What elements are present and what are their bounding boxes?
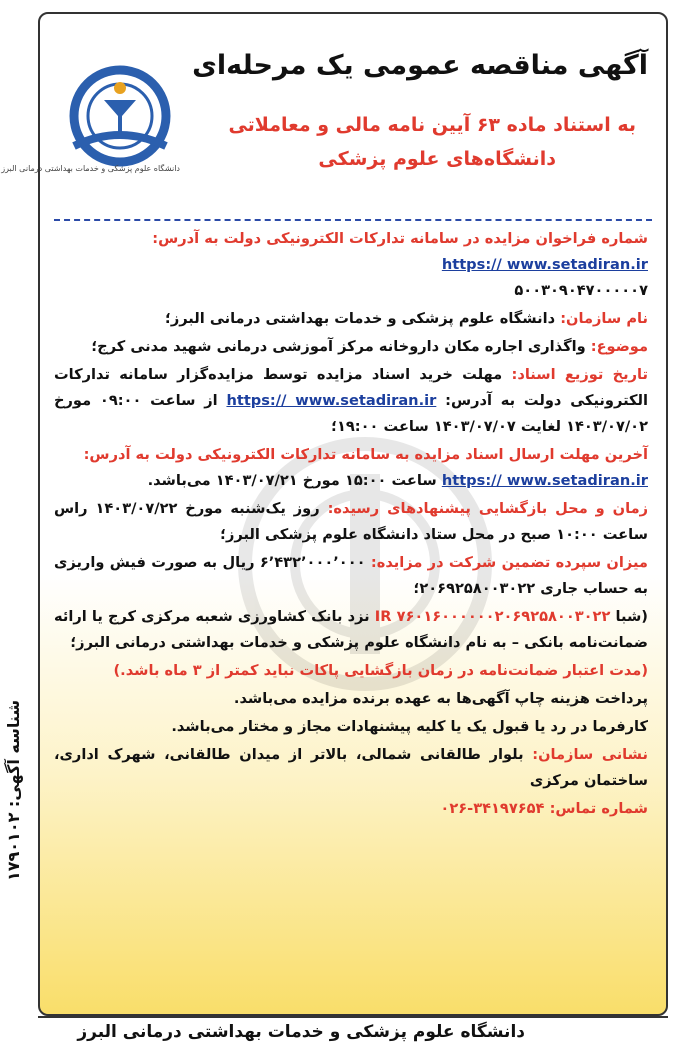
deadline-row bbox=[54, 442, 648, 494]
notice-body bbox=[54, 226, 648, 824]
footer-org: دانشگاه علوم پزشکی و خدمات بهداشتی درمانی البرز bbox=[77, 1022, 525, 1042]
sheba-row bbox=[54, 604, 648, 656]
organization-row bbox=[54, 306, 648, 332]
subject-row bbox=[54, 334, 648, 360]
cost-note: پرداخت هزینه چاپ آگهی‌ها به عهده برنده مزایده می‌باشد. bbox=[233, 690, 648, 707]
opening-text: روز یک‌شنبه مورخ ۱۴۰۳/۰۷/۲۲ راس ساعت ۱۰:۰۰ صبح در محل ستاد دانشگاه علوم پزشکی البرز؛ bbox=[54, 500, 648, 543]
organization-value: دانشگاه علوم پزشکی و خدمات بهداشتی درمانی البرز؛ bbox=[164, 310, 556, 327]
phone-value: ۰۲۶-۳۴۱۹۷۶۵۴ bbox=[440, 800, 545, 817]
opening-row bbox=[54, 496, 648, 548]
sheba-text: نزد بانک کشاورزی شعبه مرکزی کرج یا ارائه ضمانت‌نامه بانکی – به نام دانشگاه علوم پزشکی و خدمات بهداشتی درمانی البرز؛ bbox=[54, 608, 648, 651]
sheba-number: IR ۷۶۰۱۶۰۰۰۰۰۰۲۰۶۹۲۵۸۰۰۳۰۲۲ bbox=[374, 608, 611, 625]
notice-subtitle-line1: به استناد ماده ۶۳ آیین نامه مالی و معاملاتی bbox=[228, 114, 636, 136]
setad-link[interactable]: https:// www.setadiran.ir bbox=[441, 256, 648, 273]
notice-title: آگهی مناقصه عمومی یک مرحله‌ای bbox=[192, 50, 648, 81]
dashed-divider bbox=[54, 219, 652, 221]
setad-link-2[interactable]: https:// www.setadiran.ir bbox=[226, 392, 437, 409]
rights-note: کارفرما در رد یا قبول یک یا کلیه پیشنهادات مجاز و مختار می‌باشد. bbox=[171, 718, 648, 735]
sheba-open: (شبا bbox=[615, 608, 648, 625]
university-logo-icon bbox=[1, 54, 190, 204]
deposit-row bbox=[54, 550, 648, 602]
distribution-text-2: از ساعت ۰۹:۰۰ مورخ ۱۴۰۳/۰۷/۰۲ لغایت ۱۴۰۳/۰۷/۰۷ ساعت ۱۹:۰۰؛ bbox=[54, 392, 648, 435]
address-label: نشانی سازمان: bbox=[532, 746, 648, 763]
call-number-value: ۵۰۰۳۰۹۰۴۷۰۰۰۰۰۷ bbox=[514, 282, 648, 299]
subject-label: موضوع: bbox=[590, 338, 648, 355]
call-number-section bbox=[54, 226, 648, 304]
notice-header bbox=[1, 14, 666, 214]
organization-label: نام سازمان: bbox=[560, 310, 648, 327]
notice-subtitle-line2: دانشگاه‌های علوم پزشکی bbox=[318, 148, 556, 170]
validity-note: (مدت اعتبار ضمانت‌نامه در زمان بازگشایی پاکات نباید کمتر از ۳ ماه باشد.) bbox=[113, 662, 648, 679]
distribution-row bbox=[54, 362, 648, 440]
call-number-label: شماره فراخوان مزایده در سامانه تدارکات الکترونیکی دولت به آدرس: bbox=[152, 230, 648, 247]
address-row bbox=[54, 742, 648, 794]
setad-link-3[interactable]: https:// www.setadiran.ir bbox=[441, 472, 648, 489]
distribution-label: تاریخ توزیع اسناد: bbox=[511, 366, 648, 383]
opening-label: زمان و محل بازگشایی پیشنهادهای رسیده: bbox=[327, 500, 649, 517]
address-text: بلوار طالقانی شمالی، بالاتر از میدان طالقانی، شهرک اداری، ساختمان مرکزی bbox=[54, 746, 648, 789]
logo-caption: دانشگاه علوم پزشکی و خدمات بهداشتی درمانی البرز bbox=[1, 164, 180, 173]
deposit-text: ۶٬۴۳۲٬۰۰۰٬۰۰۰ ریال به صورت فیش واریزی به حساب جاری ۲۰۶۹۲۵۸۰۰۳۰۲۲؛ bbox=[54, 554, 648, 597]
deadline-label: آخرین مهلت ارسال اسناد مزایده به سامانه تدارکات الکترونیکی دولت به آدرس: bbox=[83, 446, 648, 463]
ad-id-label: شناسه آگهی: ۱۷۹۰۱۰۲ bbox=[4, 700, 23, 882]
deposit-label: میزان سپرده تضمین شرکت در مزایده: bbox=[370, 554, 648, 571]
phone-label: شماره تماس: bbox=[549, 800, 648, 817]
distribution-text-1: مهلت خرید اسناد مزایده توسط مزایده‌گزار سامانه تدارکات الکترونیکی دولت به آدرس: bbox=[54, 366, 648, 409]
phone-row bbox=[54, 796, 648, 822]
deadline-text: ساعت ۱۵:۰۰ مورخ ۱۴۰۳/۰۷/۲۱ می‌باشد. bbox=[147, 472, 437, 489]
subject-value: واگذاری اجاره مکان داروخانه مرکز آموزشی درمانی شهید مدنی کرج؛ bbox=[91, 338, 586, 355]
